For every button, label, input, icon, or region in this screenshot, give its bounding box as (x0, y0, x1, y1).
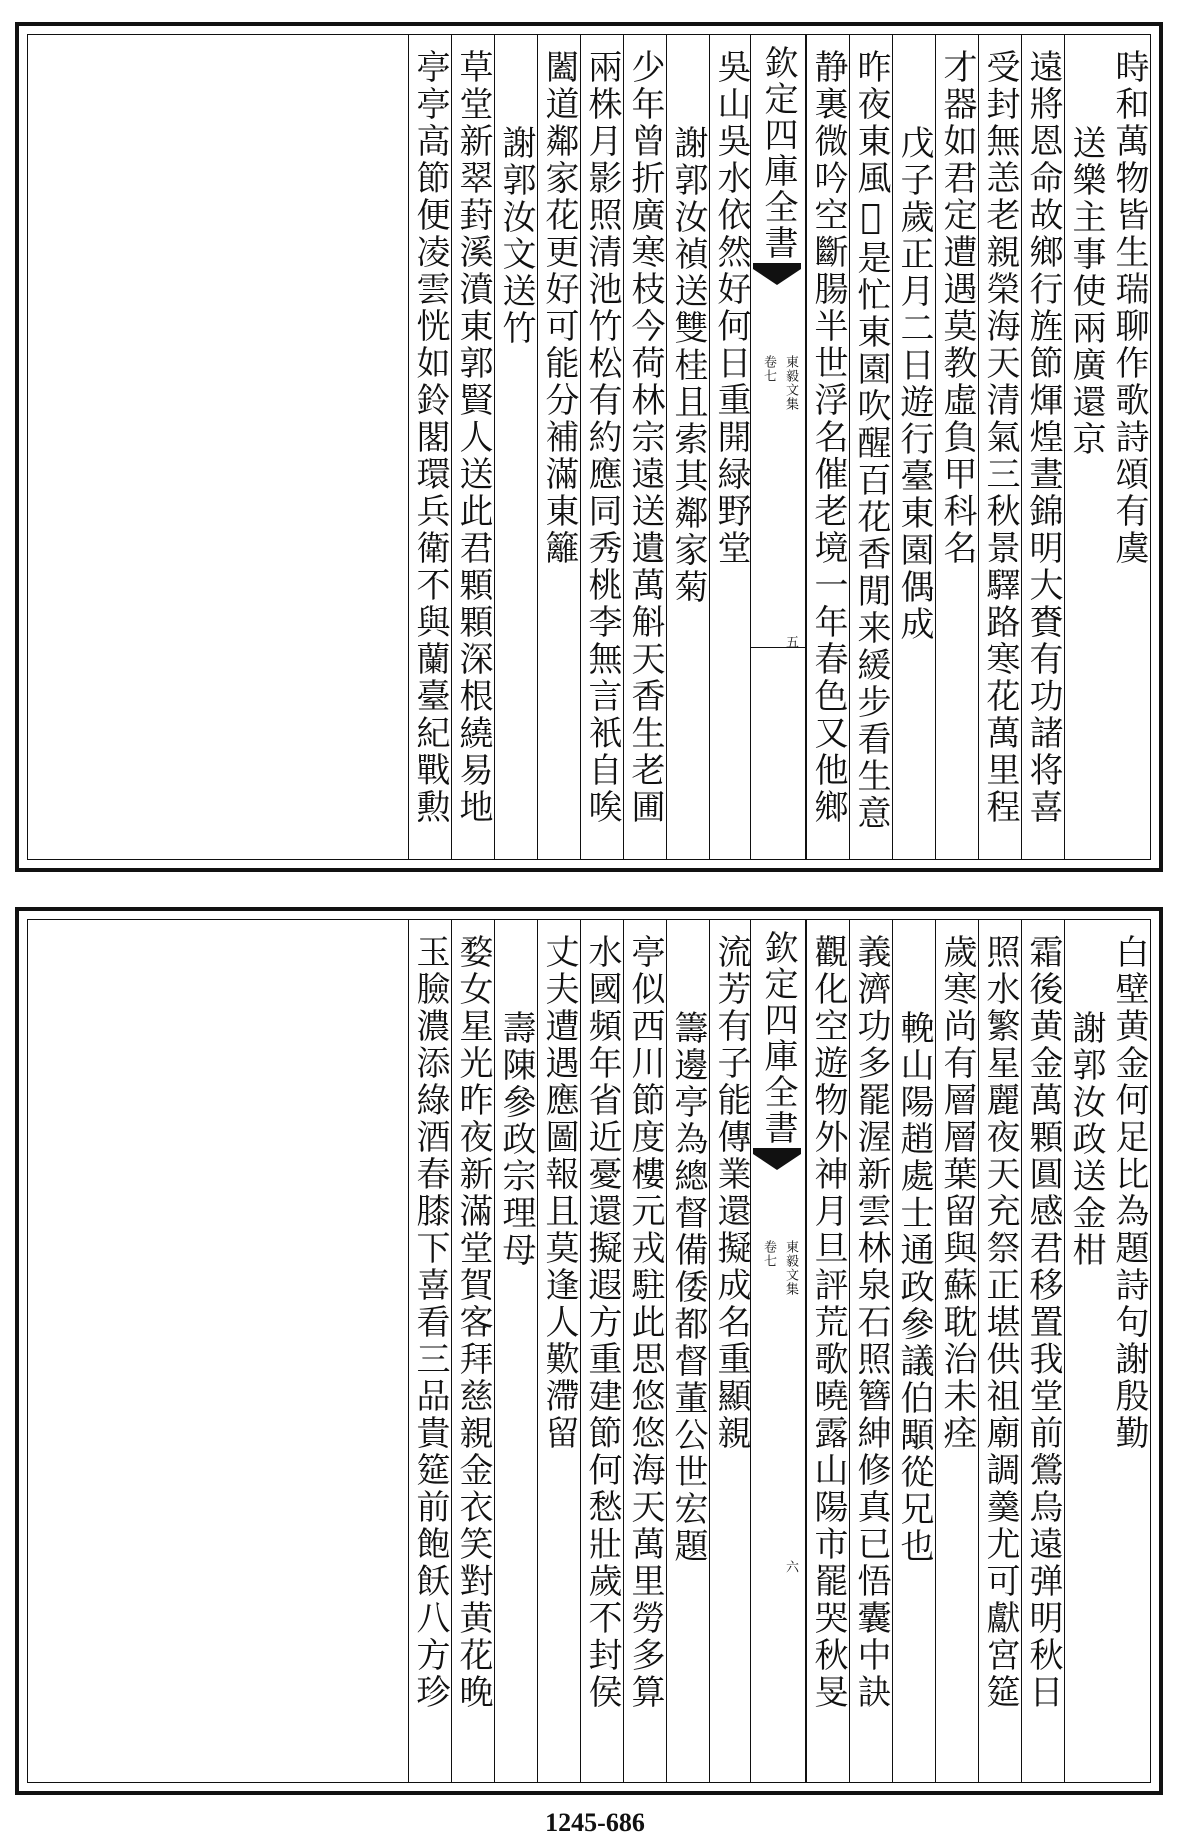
text-column: 静裏微吟空斷腸半世浮名催老境一年春色又他鄉 (806, 35, 849, 859)
leaf-number: 六 (783, 1560, 798, 1574)
poem-title-column: 戊子歲正月二日遊行臺東園偶成 (892, 35, 935, 859)
poem-title-column: 籌邊亭為總督備倭都督董公世宏題 (666, 920, 709, 1782)
text-column: 丈夫遭遇應圖報且莫逢人歎滯留 (537, 920, 580, 1782)
text-column: 遠將恩命故鄉行旌節煇煌晝錦明大賚有功諸将喜 (1021, 35, 1064, 859)
text-column: 義濟功多罷渥新雲林泉石照簪紳修真已悟囊中訣 (849, 920, 892, 1782)
center-fold-column (750, 920, 806, 1782)
text-column: 昨夜東風𢘥是忙東園吹醒百花香閒来緩步看生意 (849, 35, 892, 859)
poem-title-column: 送樂主事使兩廣還京 (1064, 35, 1107, 859)
center-fold-column (750, 35, 806, 859)
text-column: 才器如君定遭遇莫教虛負甲科名 (935, 35, 978, 859)
text-column: 吳山吳水依然好何日重開緑野堂 (709, 35, 752, 859)
text-column: 白壁黄金何足比為題詩句謝殷勤 (1109, 934, 1149, 1452)
collection-header: 欽定四庫全書 (758, 930, 798, 1146)
collection-header: 欽定四庫全書 (758, 45, 798, 261)
text-column: 流芳有子能傳業還擬成名重顯親 (709, 920, 752, 1782)
poem-title-column: 謝郭汝禎送雙桂且索其鄰家菊 (666, 35, 709, 859)
poem-title-column: 謝郭汝政送金柑 (1064, 920, 1107, 1782)
text-column: 婺女星光昨夜新滿堂賀客拜慈親金衣笑對黄花晚 (451, 920, 494, 1782)
leaf-number: 五 (783, 635, 798, 649)
text-column: 霜後黄金萬顆圓感君移置我堂前鶯烏遠弹明秋日 (1021, 920, 1064, 1782)
text-column: 亭亭高節便凌雲恍如鈴閣環兵衛不與蘭臺紀戰勲 (408, 35, 451, 859)
volume-label: 卷七 (761, 1240, 776, 1268)
page-frame (27, 34, 1151, 860)
text-column: 亭似西川節度樓元戎駐此思悠悠海天萬里勞多算 (623, 920, 666, 1782)
text-column: 歲寒尚有層層葉留與蘇耽治未痊 (935, 920, 978, 1782)
volume-label: 卷七 (761, 355, 776, 383)
text-column: 受封無恙老親榮海天清氣三秋景驛路寒花萬里程 (978, 35, 1021, 859)
book-title-side: 東毅文集 (783, 1240, 798, 1296)
text-column: 闔道鄰家花更好可能分補滿東籬 (537, 35, 580, 859)
book-title-side: 東毅文集 (783, 355, 798, 411)
text-column: 兩株月影照清池竹松有約應同秀桃李無言衹自唉 (580, 35, 623, 859)
text-column: 少年曾折廣寒枝今荷林宗遠送遺萬斛天香生老圃 (623, 35, 666, 859)
text-column: 草堂新翠葑溪濆東郭賢人送此君顆顆深根繞易地 (451, 35, 494, 859)
page-reference-number: 1245-686 (545, 1808, 645, 1837)
text-column: 水國頻年省近憂還擬遐方重建節何愁壯歲不封侯 (580, 920, 623, 1782)
poem-title-column: 謝郭汝文送竹 (494, 35, 537, 859)
poem-title-column: 壽陳參政宗理母 (494, 920, 537, 1782)
text-column: 觀化空遊物外神月旦評荒歌曉露山陽市罷哭秋旻 (806, 920, 849, 1782)
fold-rule (751, 647, 805, 648)
page-frame (27, 919, 1151, 1783)
text-column: 時和萬物皆生瑞聊作歌詩頌有虞 (1109, 49, 1149, 567)
fishtail-mark (753, 263, 801, 285)
page-bottom (15, 907, 1163, 1795)
text-column: 玉臉濃添綠酒春膝下喜看三品貴筵前飽飫八方珍 (408, 920, 451, 1782)
page-top (15, 22, 1163, 872)
text-column: 照水繁星麗夜天充祭正堪供祖廟調羹尤可獻宮筵 (978, 920, 1021, 1782)
fishtail-mark (753, 1148, 801, 1170)
poem-title-column: 輓山陽趙處士通政參議伯顒從兄也 (892, 920, 935, 1782)
